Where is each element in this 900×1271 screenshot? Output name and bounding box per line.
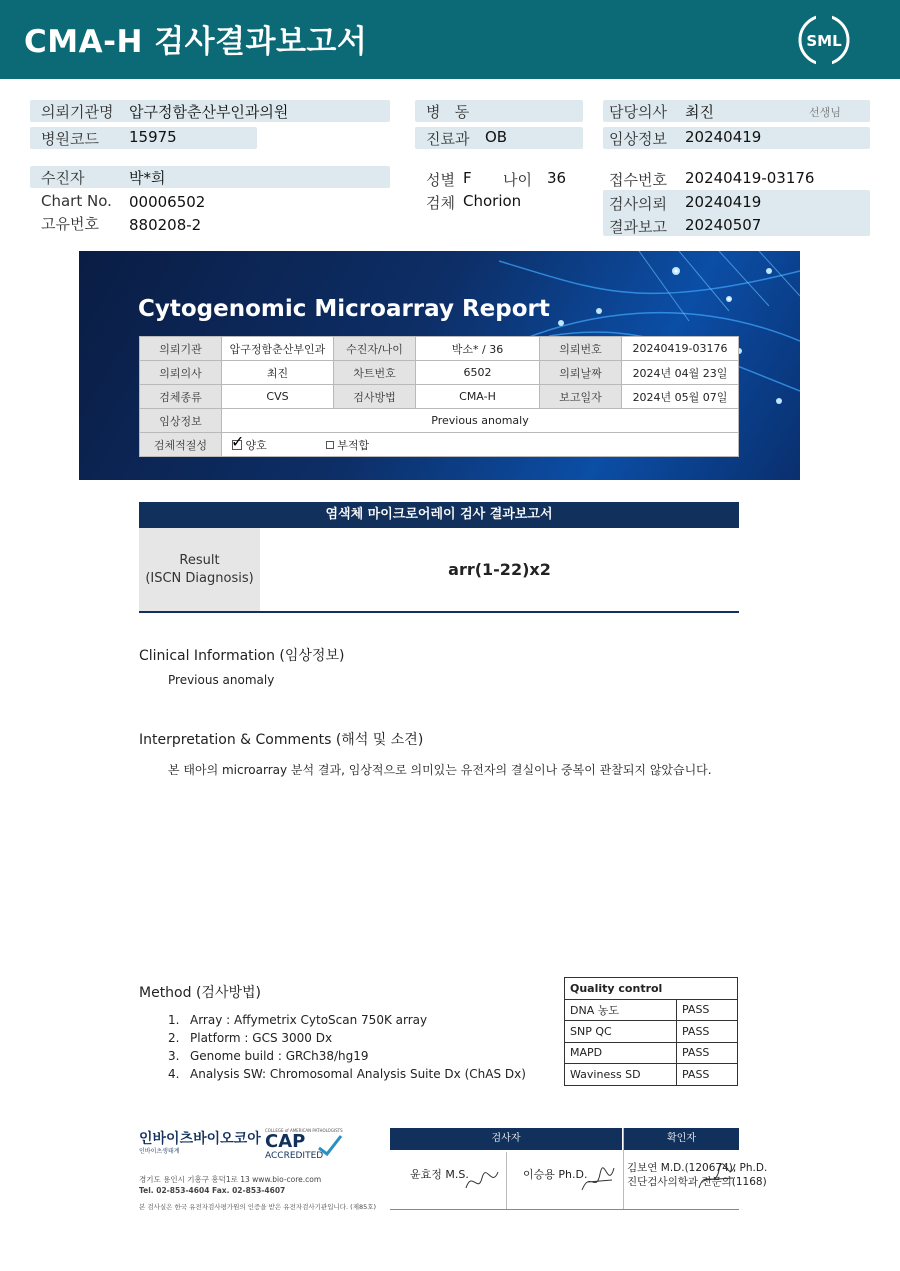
company-tel: Tel. 02-853-4604 Fax. 02-853-4607 bbox=[139, 1186, 286, 1195]
table-row bbox=[565, 1021, 738, 1043]
list-item: 2. Platform : GCS 3000 Dx bbox=[168, 1031, 333, 1045]
specimen-value: Chorion bbox=[463, 192, 522, 210]
table-row bbox=[140, 409, 739, 433]
table-cell: Waviness SD bbox=[565, 1064, 677, 1086]
method-list bbox=[168, 1011, 526, 1083]
table-cell: CVS bbox=[222, 385, 334, 409]
table-row bbox=[140, 433, 739, 457]
method-item-text: Array : Affymetrix CytoScan 750K array bbox=[190, 1013, 428, 1027]
hospital-code-label: 병원코드 bbox=[41, 130, 99, 148]
institution-value: 압구정함춘산부인과의원 bbox=[129, 103, 289, 121]
unchecked-box-icon bbox=[326, 441, 334, 449]
company-address: 경기도 용인시 기흥구 흥덕1로 13 www.bio-core.com bbox=[139, 1175, 322, 1184]
request-value: 20240419 bbox=[685, 193, 762, 211]
chart-value: 00006502 bbox=[129, 193, 206, 211]
doctor-value: 최진 bbox=[685, 103, 714, 121]
table-row bbox=[565, 1064, 738, 1086]
table-row bbox=[140, 337, 739, 361]
table-cell: PASS bbox=[677, 1064, 738, 1086]
table-cell: PASS bbox=[677, 1042, 738, 1064]
table-cell: 6502 bbox=[416, 361, 540, 385]
unsuitable-label: 부적합 bbox=[337, 438, 370, 452]
report-header bbox=[0, 0, 900, 79]
signature-bottom-line bbox=[390, 1209, 739, 1210]
examiner2-name: 이승용 Ph.D. bbox=[523, 1168, 588, 1181]
company-logo: 인바이츠바이오코아 bbox=[139, 1131, 261, 1147]
clinical-label: 임상정보 bbox=[609, 130, 667, 148]
list-item: 4. Analysis SW: Chromosomal Analysis Suite Dx (ChAS Dx) bbox=[168, 1067, 526, 1081]
sml-logo-icon bbox=[796, 12, 852, 68]
table-cell: 검사방법 bbox=[334, 385, 416, 409]
confirmer-line1: 김보연 M.D.(120674), Ph.D. bbox=[627, 1162, 768, 1174]
clinical-text: Previous anomaly bbox=[168, 673, 275, 687]
signature-scribble-icon bbox=[695, 1160, 739, 1194]
signature-scribble-icon bbox=[578, 1164, 618, 1196]
result-divider bbox=[139, 611, 739, 613]
checked-box-icon: ✓ bbox=[231, 431, 245, 451]
microarray-banner bbox=[79, 251, 800, 480]
table-cell: 검체적절성 bbox=[140, 433, 222, 457]
sex-value: F bbox=[463, 169, 472, 187]
table-cell: 차트번호 bbox=[334, 361, 416, 385]
table-cell: CMA-H bbox=[416, 385, 540, 409]
receipt-label: 접수번호 bbox=[609, 171, 667, 189]
company-logo-sub: 인바이츠생태계 bbox=[139, 1148, 180, 1155]
banner-title: Cytogenomic Microarray Report bbox=[138, 296, 550, 322]
signature-divider bbox=[506, 1152, 507, 1209]
cap-main-text: CAP bbox=[265, 1131, 306, 1152]
table-row bbox=[140, 385, 739, 409]
ward-label: 병 동 bbox=[426, 103, 470, 121]
table-cell: 의뢰날짜 bbox=[540, 361, 622, 385]
dept-value: OB bbox=[485, 128, 508, 146]
signature-divider bbox=[623, 1128, 624, 1209]
institution-label: 의뢰기관명 bbox=[41, 103, 114, 121]
hospital-code-value: 15975 bbox=[129, 128, 177, 146]
sex-label: 성별 bbox=[426, 171, 455, 189]
table-cell: 2024년 04월 23일 bbox=[622, 361, 739, 385]
clinical-value: 20240419 bbox=[685, 128, 762, 146]
report-label: 결과보고 bbox=[609, 218, 667, 236]
quality-control-table bbox=[564, 977, 738, 1086]
report-value: 20240507 bbox=[685, 216, 762, 234]
table-cell: 의뢰번호 bbox=[540, 337, 622, 361]
doctor-suffix: 선생님 bbox=[809, 106, 841, 119]
result-header: 염색체 마이크로어레이 검사 결과보고서 bbox=[139, 502, 739, 528]
dept-label: 진료과 bbox=[426, 130, 470, 148]
table-cell: 의뢰기관 bbox=[140, 337, 222, 361]
table-cell: 20240419-03176 bbox=[622, 337, 739, 361]
table-cell: 박소* / 36 bbox=[416, 337, 540, 361]
result-label-line1: Result bbox=[179, 552, 220, 568]
cap-top-text: COLLEGE of AMERICAN PATHOLOGISTS bbox=[265, 1128, 343, 1133]
qc-title: Quality control bbox=[565, 978, 738, 1000]
unique-value: 880208-2 bbox=[129, 216, 202, 234]
age-value: 36 bbox=[547, 169, 567, 187]
table-cell: 수진자/나이 bbox=[334, 337, 416, 361]
confirmer-line2: 진단검사의학과 전문의(1168) bbox=[627, 1176, 767, 1188]
table-row bbox=[140, 361, 739, 385]
table-row bbox=[565, 1042, 738, 1064]
interpretation-title: Interpretation & Comments (해석 및 소견) bbox=[139, 732, 424, 748]
examiner1-name: 윤효정 M.S. bbox=[410, 1168, 469, 1181]
table-cell: 임상정보 bbox=[140, 409, 222, 433]
unique-label: 고유번호 bbox=[41, 215, 99, 233]
chart-label: Chart No. bbox=[41, 192, 112, 210]
method-item-text: Analysis SW: Chromosomal Analysis Suite Dx (ChAS Dx) bbox=[190, 1067, 526, 1081]
table-cell: DNA 농도 bbox=[565, 999, 677, 1021]
table-cell: SNP QC bbox=[565, 1021, 677, 1043]
patient-value: 박*희 bbox=[129, 169, 166, 187]
clinical-title: Clinical Information (임상정보) bbox=[139, 648, 345, 664]
receipt-value: 20240419-03176 bbox=[685, 169, 815, 187]
method-title: Method (검사방법) bbox=[139, 985, 261, 1001]
method-item-text: Genome build : GRCh38/hg19 bbox=[190, 1049, 369, 1063]
method-item-text: Platform : GCS 3000 Dx bbox=[190, 1031, 333, 1045]
table-row bbox=[565, 978, 738, 1000]
sml-logo-text: SML bbox=[806, 32, 842, 50]
examiner-header: 검사자 bbox=[390, 1128, 622, 1150]
banner-info-table bbox=[139, 336, 739, 457]
specimen-label: 검체 bbox=[426, 194, 455, 212]
result-label-line2: (ISCN Diagnosis) bbox=[145, 570, 254, 586]
table-cell: Previous anomaly bbox=[222, 409, 739, 433]
result-value: arr(1-22)x2 bbox=[448, 560, 551, 579]
lab-notice: 본 검사실은 한국 유전자검사평가원의 인증을 받은 유전자검사기관입니다. (제85호) bbox=[139, 1203, 377, 1211]
signature-scribble-icon bbox=[462, 1166, 502, 1196]
table-cell: PASS bbox=[677, 1021, 738, 1043]
checkmark-icon bbox=[317, 1134, 343, 1158]
table-cell: 의뢰의사 bbox=[140, 361, 222, 385]
table-row bbox=[565, 999, 738, 1021]
table-cell: PASS bbox=[677, 999, 738, 1021]
table-cell: 압구정함춘산부인과 bbox=[222, 337, 334, 361]
list-item: 1. Array : Affymetrix CytoScan 750K array bbox=[168, 1013, 428, 1027]
cap-sub-text: ACCREDITED bbox=[265, 1151, 324, 1161]
patient-label: 수진자 bbox=[41, 169, 85, 187]
table-cell: MAPD bbox=[565, 1042, 677, 1064]
table-cell: 보고일자 bbox=[540, 385, 622, 409]
list-item: 3. Genome build : GRCh38/hg19 bbox=[168, 1049, 369, 1063]
table-cell: 2024년 05월 07일 bbox=[622, 385, 739, 409]
cap-accredited-logo bbox=[265, 1128, 345, 1166]
interpretation-text: 본 태아의 microarray 분석 결과, 임상적으로 의미있는 유전자의 결실이나 중복이 관찰되지 않았습니다. bbox=[168, 763, 712, 777]
confirmer-header: 확인자 bbox=[624, 1128, 739, 1150]
request-label: 검사의뢰 bbox=[609, 195, 667, 213]
doctor-label: 담당의사 bbox=[609, 103, 667, 121]
suitability-cell bbox=[222, 433, 739, 457]
table-cell: 검체종류 bbox=[140, 385, 222, 409]
age-label: 나이 bbox=[503, 171, 532, 189]
table-cell: 최진 bbox=[222, 361, 334, 385]
suitable-label: 양호 bbox=[245, 438, 267, 452]
report-title: CMA-H 검사결과보고서 bbox=[24, 24, 368, 60]
result-label bbox=[139, 528, 260, 611]
